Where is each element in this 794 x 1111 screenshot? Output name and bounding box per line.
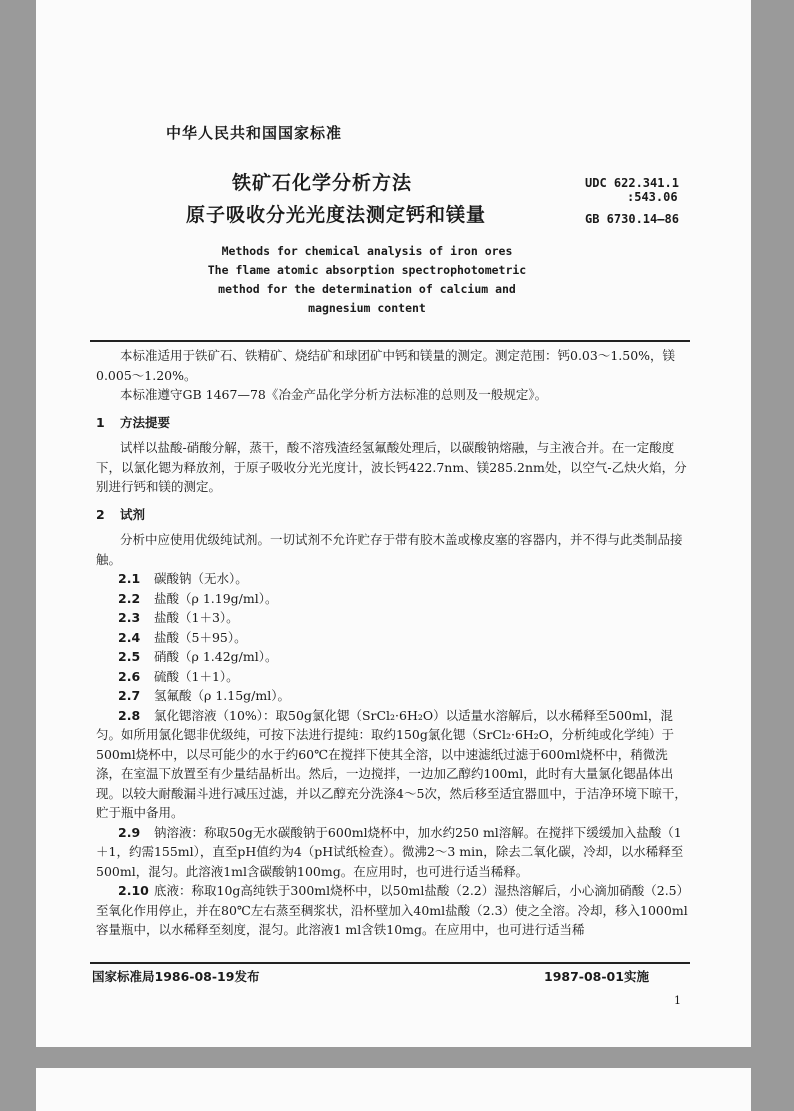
list-item: [96, 667, 692, 687]
english-title-line: magnesium content: [308, 301, 426, 315]
item-number: 2.8: [118, 707, 141, 723]
section-title: 方法提要: [120, 414, 171, 430]
list-item: [96, 569, 692, 589]
standard-organization: 中华人民共和国国家标准: [166, 124, 343, 142]
intro-paragraph: 本标准遵守GB 1467—78《冶金产品化学分析方法标准的总则及一般规定》。: [120, 387, 548, 402]
list-item: [96, 647, 692, 667]
document-page: [36, 0, 751, 1047]
item-text: 硫酸（1＋1）。: [154, 668, 239, 684]
effective-date: 1987-08-01实施: [544, 969, 649, 984]
udc-line2: :543.06: [627, 190, 678, 204]
item-number: 2.5: [118, 649, 141, 664]
section-heading: [96, 413, 692, 433]
document-title-line1: 铁矿石化学分析方法: [232, 172, 413, 194]
gb-number: GB 6730.14—86: [585, 212, 679, 226]
footer-divider: [90, 962, 690, 964]
section-heading: [96, 505, 692, 525]
document-title-line2: 原子吸收分光光度法测定钙和镁量: [186, 204, 487, 226]
item-text: 钠溶液：称取50g无水碳酸钠于600ml烧杯中，加水约250 ml溶解。在搅拌下缓缓加入盐酸（1＋1，约需155ml），直至pH值约为4（pH试纸检查）。微沸2～3 min，除去二氧化碳，冷却，以水稀释至500ml，混匀。此溶液1ml含碳酸钠100mg。在应用时，也可进行适当稀释。: [96, 824, 684, 879]
section-title: 试剂: [120, 506, 146, 522]
item-text: 硝酸（ρ 1.42g/ml）。: [154, 649, 278, 664]
list-item: [96, 881, 692, 940]
item-text: 盐酸（1＋3）。: [154, 610, 239, 625]
list-item: [96, 706, 692, 823]
item-number: 2.4: [118, 629, 141, 645]
section-number: 2: [96, 506, 105, 522]
item-text: 氯化锶溶液（10%）：取50g氯化锶（SrCl₂·6H₂O）以适量水溶解后，以水稀释至500ml，混匀。如所用氯化锶非优级纯，可按下法进行提纯：取约150g氯化锶（SrCl₂·6H₂O，分析纯或化学纯）于500ml烧杯中，以尽可能少的水于约60℃在搅拌下使其全溶，以中速滤纸过滤于600ml烧杯中，稍微洗涤，在室温下放置至有少量结晶析出。然后，一边搅拌，一边加乙醇约100ml，此时有大量氯化锶晶体出现。以较大耐酸漏斗进行减压过滤，并以乙醇充分洗涤4～5次，然后移至适宜器皿中，于洁净环境下晾干，贮于瓶中备用。: [96, 707, 687, 820]
list-item: [96, 823, 692, 882]
udc-code: [585, 176, 679, 204]
english-title-line: The flame atomic absorption spectrophotometric: [207, 263, 527, 277]
udc-line1: UDC 622.341.1: [585, 176, 679, 190]
item-number: 2.9: [118, 824, 141, 840]
section-paragraph: 试样以盐酸-硝酸分解，蒸干，酸不溶残渣经氢氟酸处理后，以碳酸钠熔融，与主液合并。在一定酸度下，以氯化锶为释放剂，于原子吸收分光光度计，波长钙422.7nm、镁285.2nm处，以空气-乙炔火焰，分别进行钙和镁的测定。: [96, 440, 687, 494]
english-title-line: Methods for chemical analysis of iron ores: [221, 244, 513, 258]
english-title: [172, 242, 562, 318]
page-number: 1: [674, 994, 681, 1007]
section-number: 1: [96, 414, 105, 430]
item-number: 2.6: [118, 668, 141, 684]
item-text: 底液：称取10g高纯铁于300ml烧杯中，以50ml盐酸（2.2）湿热溶解后，小心滴加硝酸（2.5）至氧化作用停止，并在80℃左右蒸至稠浆状，沿杯壁加入40ml盐酸（2.3）使之全溶。冷却，移入1000ml容量瓶中，以水稀释至刻度，混匀。此溶液1 ml含铁10mg。在应用中，也可进行适当稀: [96, 883, 690, 937]
item-text: 盐酸（5＋95）。: [154, 629, 247, 645]
item-number: 2.7: [118, 688, 141, 703]
item-number: 2.10: [118, 883, 149, 898]
header-divider: [90, 340, 690, 342]
item-number: 2.1: [118, 571, 141, 586]
next-page-edge: [36, 1068, 751, 1111]
list-item: [96, 686, 692, 706]
english-title-line: method for the determination of calcium and: [218, 282, 516, 296]
item-number: 2.2: [118, 590, 141, 606]
item-text: 碳酸钠（无水）。: [154, 571, 248, 586]
issue-date: 国家标准局1986-08-19发布: [92, 969, 260, 984]
intro-paragraph: 本标准适用于铁矿石、铁精矿、烧结矿和球团矿中钙和镁量的测定。测定范围：钙0.03～1.50%，镁0.005～1.20%。: [96, 348, 676, 383]
list-item: [96, 628, 692, 648]
section-paragraph: 分析中应使用优级纯试剂。一切试剂不允许贮存于带有胶木盖或橡皮塞的容器内，并不得与此类制品接触。: [96, 532, 683, 567]
document-body: [96, 346, 692, 940]
list-item: [96, 608, 692, 628]
list-item: [96, 589, 692, 609]
item-number: 2.3: [118, 610, 141, 625]
item-text: 盐酸（ρ 1.19g/ml）。: [154, 590, 278, 606]
item-text: 氢氟酸（ρ 1.15g/ml）。: [154, 688, 290, 703]
